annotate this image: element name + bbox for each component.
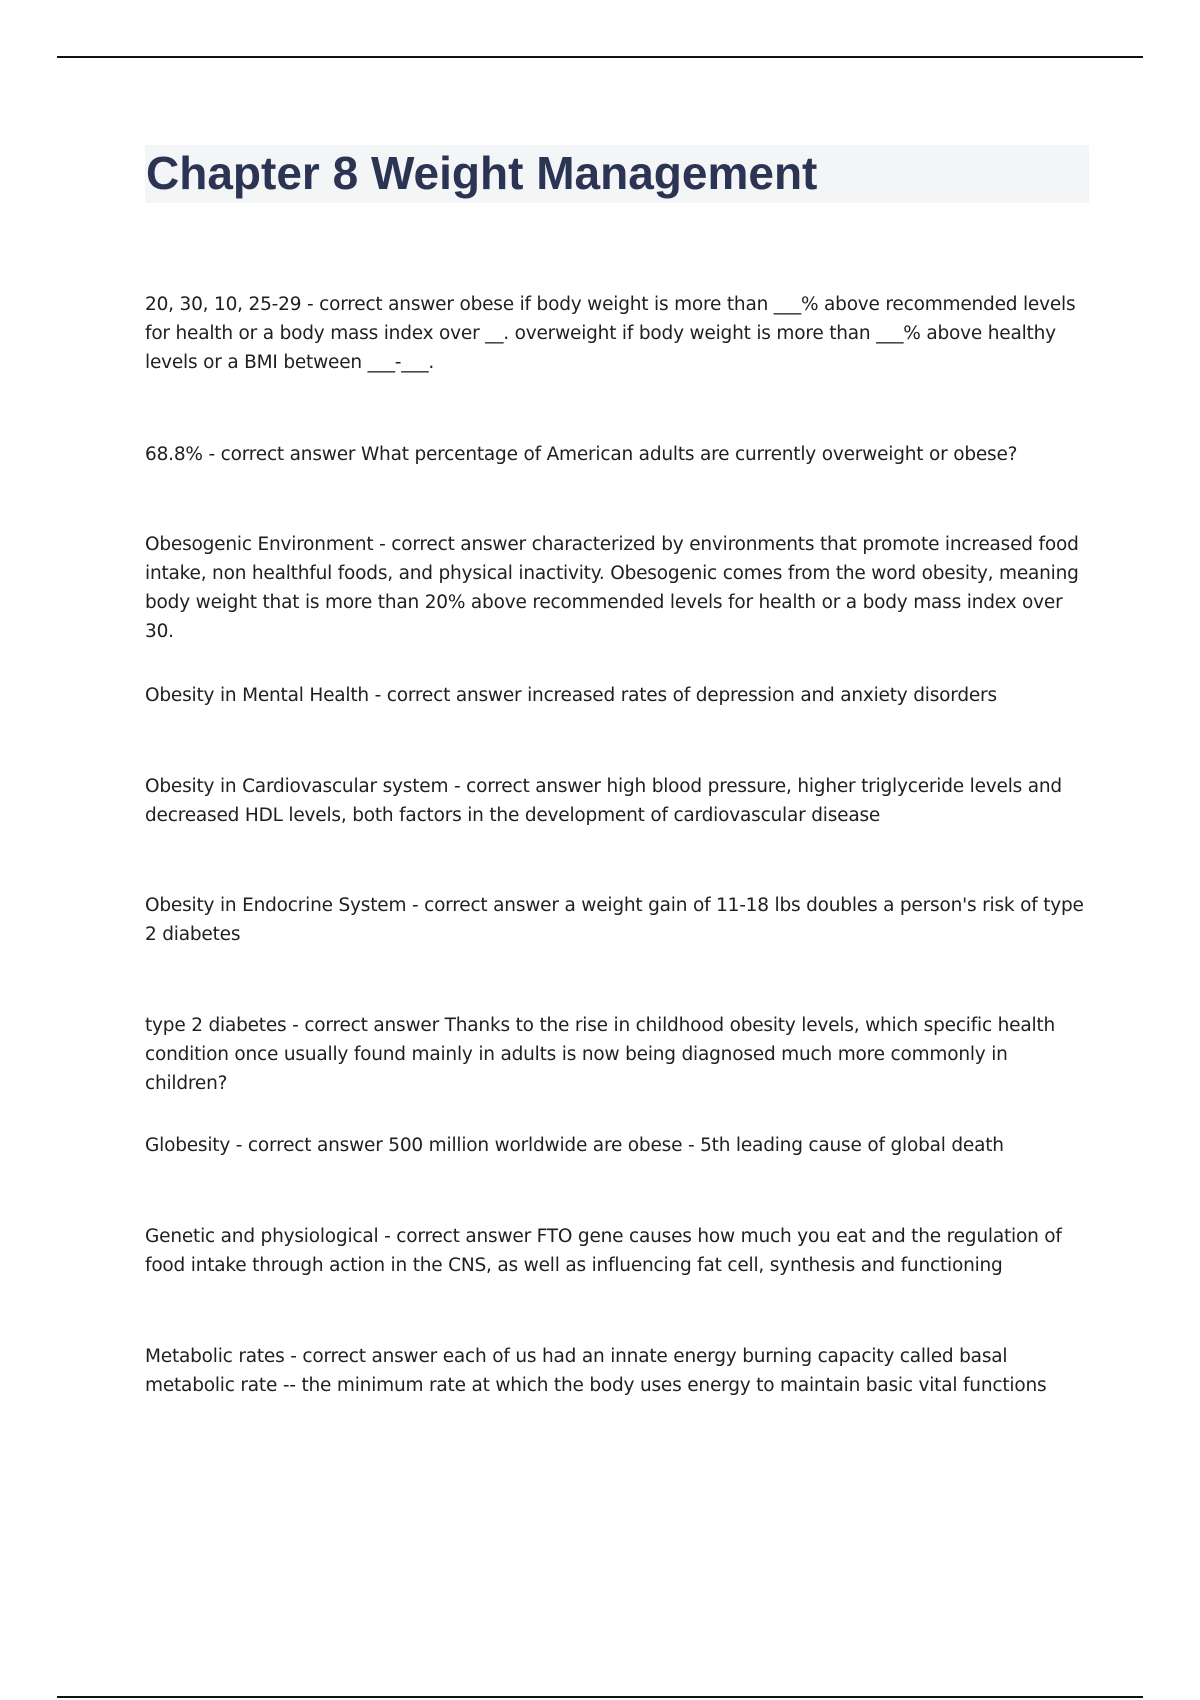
flashcard-entry: Obesity in Endocrine System - correct answer a weight gain of 11-18 lbs doubles a person's risk of type 2 diabetes [145, 895, 1084, 945]
flashcard-entry: type 2 diabetes - correct answer Thanks to the rise in childhood obesity levels, which specific health condition once usually found mainly in adults is now being diagnosed much more commonly in children? [145, 1015, 1055, 1094]
flashcard-entry: Obesogenic Environment - correct answer characterized by environments that promote increased food intake, non healthful foods, and physical inactivity. Obesogenic comes from the word obesity, meaning body weight that is more than 20% above recommended levels for health or a body mass index over 30. [145, 534, 1079, 642]
flashcard-entry: Obesity in Cardiovascular system - correct answer high blood pressure, higher triglyceride levels and decreased HDL levels, both factors in the development of cardiovascular disease [145, 776, 1062, 826]
flashcard-entry: 20, 30, 10, 25-29 - correct answer obese if body weight is more than ___% above recommended levels for health or a body mass index over __. overweight if body weight is more than ___% above healthy levels or a BMI between ___-___. [145, 294, 1076, 373]
flashcard-entry: 68.8% - correct answer What percentage of American adults are currently overweight or obese? [145, 444, 1018, 465]
flashcard-entry: Metabolic rates - correct answer each of us had an innate energy burning capacity called basal metabolic rate -- the minimum rate at which the body uses energy to maintain basic vital functions [145, 1346, 1047, 1396]
top-divider [57, 56, 1143, 58]
flashcard-entry: Genetic and physiological - correct answer FTO gene causes how much you eat and the regulation of food intake through action in the CNS, as well as influencing fat cell, synthesis and functioning [145, 1226, 1062, 1276]
flashcard-entry: Obesity in Mental Health - correct answer increased rates of depression and anxiety disorders [145, 685, 997, 706]
flashcard-entry: Globesity - correct answer 500 million worldwide are obese - 5th leading cause of global death [145, 1135, 1004, 1156]
page-title: Chapter 8 Weight Management [146, 147, 818, 199]
bottom-divider [57, 1696, 1143, 1698]
